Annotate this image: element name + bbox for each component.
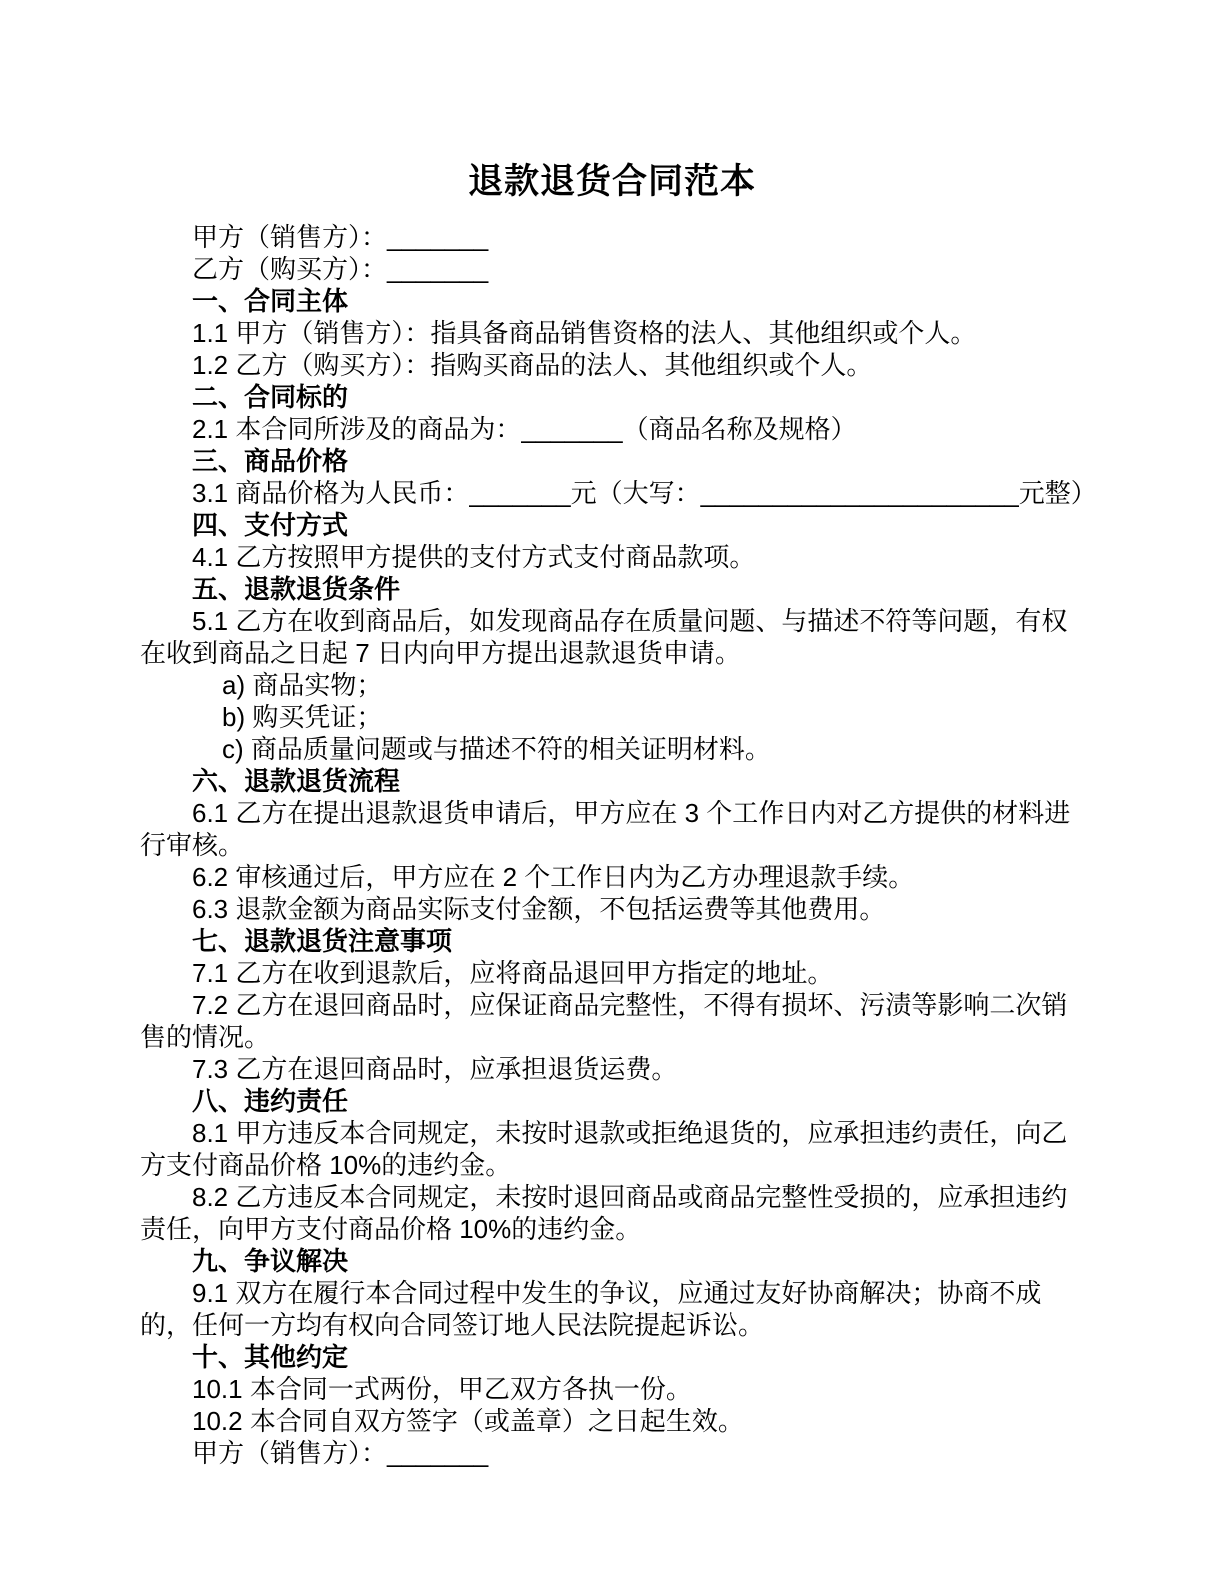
paragraph: 7.1 乙方在收到退款后，应将商品退回甲方指定的地址。: [192, 958, 834, 988]
paragraph: 1.2 乙方（购买方）：指购买商品的法人、其他组织或个人。: [192, 350, 873, 380]
paragraph: 3.1 商品价格为人民币：_______元（大写：______________________元整）: [192, 478, 1097, 508]
document-title: 退款退货合同范本: [467, 162, 756, 201]
section-heading: 四、支付方式: [192, 510, 349, 540]
section-heading: 二、合同标的: [192, 382, 349, 412]
paragraph: 6.2 审核通过后，甲方应在 2 个工作日内为乙方办理退款手续。: [192, 862, 915, 892]
paragraph: 10.1 本合同一式两份，甲乙双方各执一份。: [192, 1374, 692, 1404]
paragraph: 6.3 退款金额为商品实际支付金额，不包括运费等其他费用。: [192, 894, 886, 924]
paragraph: 9.1 双方在履行本合同过程中发生的争议，应通过友好协商解决；协商不成的，任何一方均有权向合同签订地人民法院提起诉讼。: [140, 1278, 1042, 1340]
paragraph: 甲方（销售方）：_______: [192, 222, 489, 252]
paragraph: 乙方（购买方）：_______: [192, 254, 489, 284]
paragraph: 2.1 本合同所涉及的商品为：_______（商品名称及规格）: [192, 414, 857, 444]
paragraph: 7.3 乙方在退回商品时，应承担退货运费。: [192, 1054, 678, 1084]
paragraph: 6.1 乙方在提出退款退货申请后，甲方应在 3 个工作日内对乙方提供的材料进行审核。: [140, 798, 1071, 860]
section-heading: 五、退款退货条件: [192, 574, 401, 604]
paragraph: 8.2 乙方违反本合同规定，未按时退回商品或商品完整性受损的，应承担违约责任，向甲方支付商品价格 10%的违约金。: [140, 1182, 1068, 1244]
paragraph: 7.2 乙方在退回商品时，应保证商品完整性，不得有损坏、污渍等影响二次销售的情况。: [140, 990, 1068, 1052]
section-heading: 一、合同主体: [192, 286, 349, 316]
list-item: b) 购买凭证；: [222, 702, 383, 732]
section-heading: 十、其他约定: [192, 1342, 349, 1372]
list-item: c) 商品质量问题或与描述不符的相关证明材料。: [222, 734, 771, 764]
paragraph: 5.1 乙方在收到商品后，如发现商品存在质量问题、与描述不符等问题，有权在收到商品之日起 7 日内向甲方提出退款退货申请。: [140, 606, 1068, 668]
paragraph: 1.1 甲方（销售方）：指具备商品销售资格的法人、其他组织或个人。: [192, 318, 977, 348]
section-heading: 三、商品价格: [192, 446, 349, 476]
paragraph: 8.1 甲方违反本合同规定，未按时退款或拒绝退货的，应承担违约责任，向乙方支付商品价格 10%的违约金。: [140, 1118, 1068, 1180]
paragraph: 10.2 本合同自双方签字（或盖章）之日起生效。: [192, 1406, 744, 1436]
paragraph: 4.1 乙方按照甲方提供的支付方式支付商品款项。: [192, 542, 756, 572]
section-heading: 七、退款退货注意事项: [192, 926, 453, 956]
section-heading: 六、退款退货流程: [192, 766, 401, 796]
section-heading: 八、违约责任: [192, 1086, 349, 1116]
paragraph: 甲方（销售方）：_______: [192, 1438, 489, 1468]
document-body: [140, 221, 1097, 1469]
section-heading: 九、争议解决: [192, 1246, 349, 1276]
list-item: a) 商品实物；: [222, 670, 383, 700]
